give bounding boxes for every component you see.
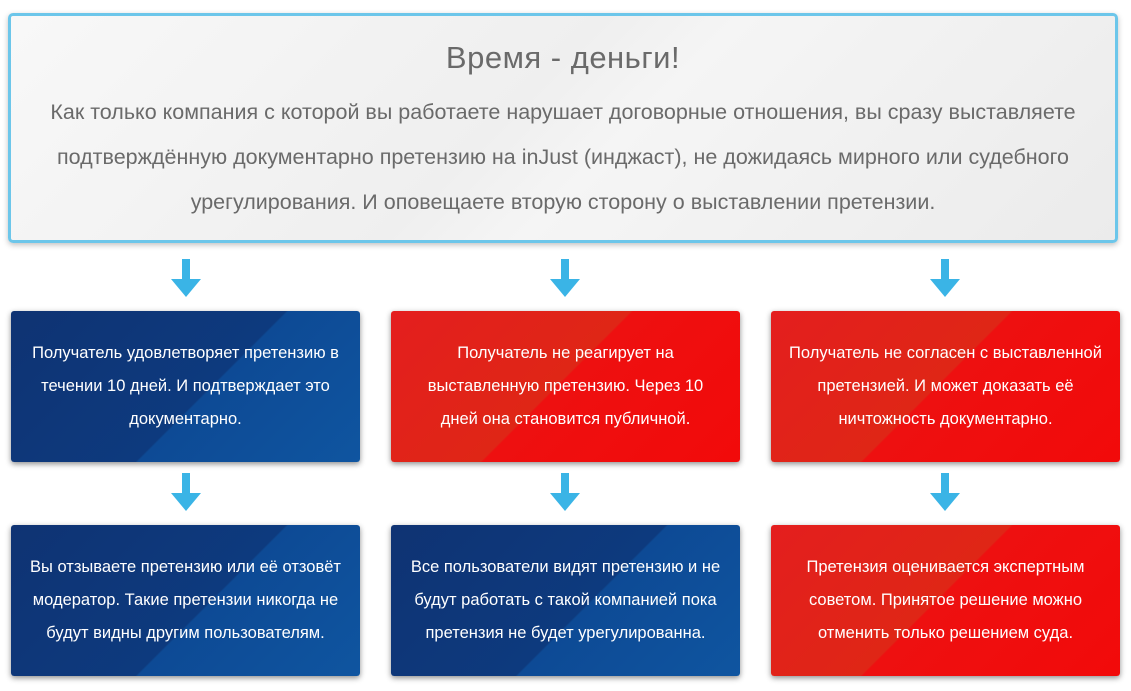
page-title: Время - деньги! bbox=[445, 40, 681, 75]
result-card-withdrawn bbox=[11, 525, 360, 676]
intro-panel bbox=[8, 13, 1118, 243]
arrow-down-icon bbox=[550, 473, 580, 513]
result-card-expert-council bbox=[771, 525, 1120, 676]
card-text: Вы отзываете претензию или её отзовёт модератор. Такие претензии никогда не будут видны другим пользователям. bbox=[30, 558, 341, 642]
card-text: Получатель не реагирует на выставленную претензию. Через 10 дней она становится публичной. bbox=[427, 344, 704, 428]
arrow-down-icon bbox=[930, 259, 960, 299]
arrow-down-icon bbox=[550, 259, 580, 299]
arrow-down-icon bbox=[930, 473, 960, 513]
outcome-card-satisfied bbox=[11, 311, 360, 462]
arrow-down-icon bbox=[171, 259, 201, 299]
intro-text: Как только компания с которой вы работаете нарушает договорные отношения, вы сразу выставляете подтверждённую документарно претензию на inJust (инджаст), не дожидаясь мирного или судебного урегулирования. И оповещаете вторую сторону о выставлении претензии. bbox=[50, 100, 1076, 214]
arrow-down-icon bbox=[171, 473, 201, 513]
outcome-card-disagrees bbox=[771, 311, 1120, 462]
card-text: Все пользователи видят претензию и не будут работать с такой компанией пока претензия не будет урегулированна. bbox=[410, 558, 721, 642]
card-text: Получатель не согласен с выставленной претензией. И может доказать её ничтожность документарно. bbox=[789, 344, 1102, 428]
result-card-public bbox=[391, 525, 740, 676]
card-text: Претензия оценивается экспертным советом. Принятое решение можно отменить только решением суда. bbox=[806, 558, 1085, 642]
card-text: Получатель удовлетворяет претензию в течении 10 дней. И подтверждает это документарно. bbox=[32, 344, 339, 428]
outcome-card-no-response bbox=[391, 311, 740, 462]
